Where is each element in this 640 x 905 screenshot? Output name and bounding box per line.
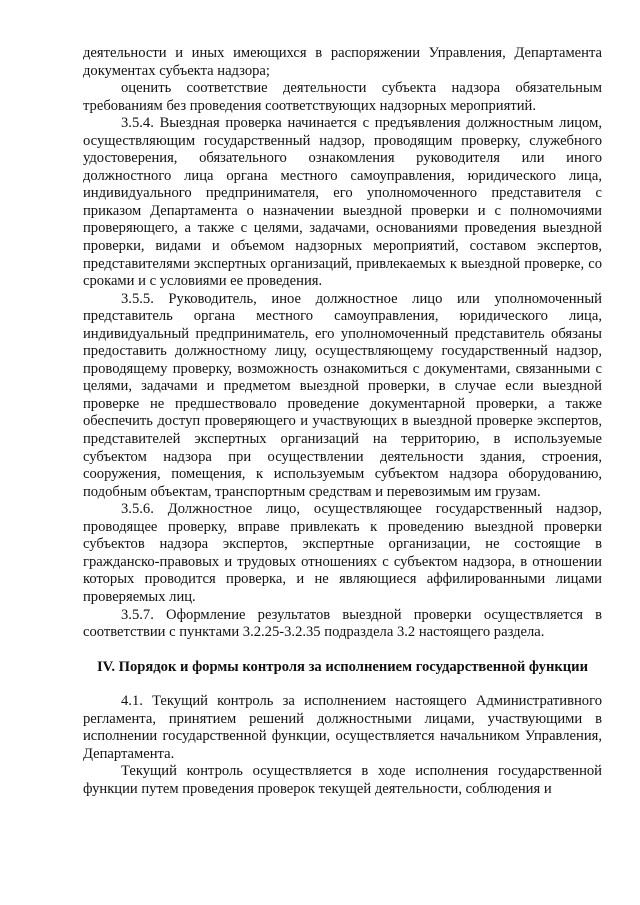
paragraph-3-5-4: 3.5.4. Выездная проверка начинается с предъявления должностным лицом, осуществляющим государственный надзор, проводящим проверку, служебного удостоверения, обязательного ознакомления руководителя или иного должностного лица органа местного самоуправления, юридического лица, индивидуального предпринимателя, его уполномоченного представителя с приказом Департамента о назначении выездной проверки и с полномочиями проверяющего, а также с целями, задачами, основаниями проведения выездной проверки, видами и объемом надзорных мероприятий, составом экспертов, представителями экспертных организаций, привлекаемых к выездной проверке, со сроками и с условиями ее проведения. [83, 115, 602, 290]
paragraph-3-5-5: 3.5.5. Руководитель, иное должностное лицо или уполномоченный представитель органа местного самоуправления, юридического лица, индивидуальный предприниматель, его уполномоченный представитель обязаны предоставить должностному лицу, осуществляющему государственный надзор, проводящему проверку, возможность ознакомиться с документами, связанными с целями, задачами и предметом выездной проверки, в случае если выездной проверке не предшествовало проведение документарной проверки, а также обеспечить доступ проверяющего и участвующих в выездной проверке экспертов, представителей экспертных организаций на территорию, в используемые субъектом надзора при осуществлении деятельности здания, строения, сооружения, помещения, к используемым субъектом надзора оборудованию, подобным объектам, транспортным средствам и перевозимым им грузам. [83, 290, 602, 500]
section-heading-iv: IV. Порядок и формы контроля за исполнением государственной функции [96, 658, 588, 675]
paragraph-3-5-6: 3.5.6. Должностное лицо, осуществляющее государственный надзор, проводящее проверку, вправе привлекать к проведению выездной проверки субъектов надзора экспертов, экспертные организации, не состоящие в гражданско-правовых и трудовых отношениях с субъектом надзора, в отношении которых проводится проверка, и не являющиеся аффилированными лицами проверяемых лиц. [83, 501, 602, 605]
paragraph-3-5-7: 3.5.7. Оформление результатов выездной проверки осуществляется в соответствии с пунктами 3.2.25-3.2.35 подраздела 3.2 настоящего раздела. [83, 606, 602, 641]
paragraph-continuation: деятельности и иных имеющихся в распоряжении Управления, Департамента документах субъекта надзора; [83, 45, 602, 79]
paragraph-assess-compliance: оценить соответствие деятельности субъекта надзора обязательным требованиям без проведения соответствующих надзорных мероприятий. [83, 80, 602, 114]
paragraph-4-1: 4.1. Текущий контроль за исполнением настоящего Административного регламента, принятием решений должностными лицами, участвующими в исполнении государственной функции, осуществляется начальником Управления, Департамента. [83, 693, 602, 762]
paragraph-current-control: Текущий контроль осуществляется в ходе исполнения государственной функции путем проведения проверок текущей деятельности, соблюдения и [83, 763, 602, 797]
document-body [83, 45, 602, 798]
